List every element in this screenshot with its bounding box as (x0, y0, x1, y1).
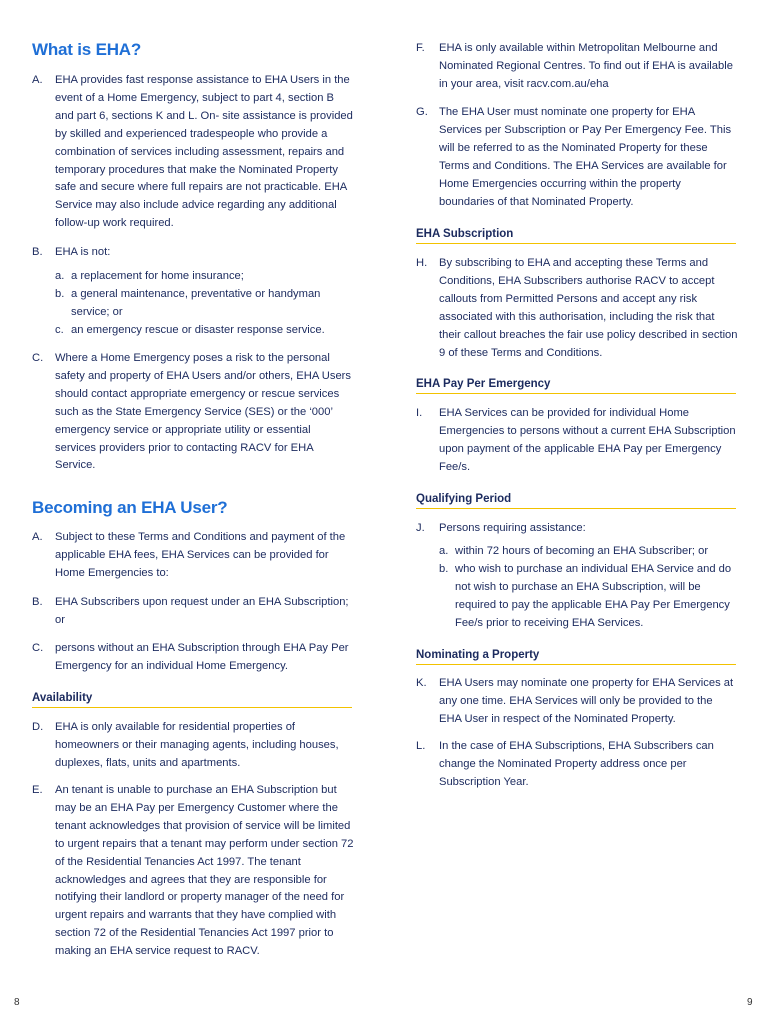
subclause-letter: b. (439, 563, 449, 575)
subclause-c (55, 322, 354, 340)
clause-f (416, 40, 738, 94)
subclause-letter: b. (55, 288, 65, 300)
subclause-letter: c. (55, 324, 64, 336)
subclause-text: a general maintenance, preventative or handyman service; or (71, 288, 321, 318)
subclause-a (55, 268, 354, 286)
clause-c-becoming (32, 640, 354, 676)
clause-letter: D. (32, 721, 44, 733)
clause-c-what (32, 350, 354, 475)
clause-i (416, 405, 738, 477)
clause-text: EHA is only available within Metropolitan Melbourne and Nominated Regional Centres. To find out if EHA is available in your area, visit racv.com.au/eha (439, 42, 733, 90)
subclause-j-a (439, 543, 738, 561)
clause-text: EHA is not: (55, 246, 111, 258)
clause-k (416, 675, 738, 729)
clause-g (416, 104, 738, 211)
clause-text: EHA Services can be provided for individual Home Emergencies to persons without a current EHA Subscription upon payment of the applicable EHA Pay per Emergency Fee/s. (439, 407, 736, 473)
subclause-b (55, 286, 354, 322)
heading-availability: Availability (32, 692, 352, 708)
heading-eha-subscription: EHA Subscription (416, 228, 736, 244)
clause-letter: A. (32, 74, 43, 86)
clause-letter: E. (32, 784, 43, 796)
subclause-letter: a. (439, 545, 449, 557)
heading-nominating-property: Nominating a Property (416, 649, 736, 665)
clause-letter: B. (32, 596, 43, 608)
clause-text: In the case of EHA Subscriptions, EHA Subscribers can change the Nominated Property address once per Subscription Year. (439, 740, 714, 788)
clause-text: EHA is only available for residential properties of homeowners or their managing agents, including houses, duplexes, flats, units and apartments. (55, 721, 339, 769)
heading-eha-pay-per-emergency: EHA Pay Per Emergency (416, 378, 736, 394)
clause-text: The EHA User must nominate one property for EHA Services per Subscription or Pay Per Emergency Fee. This will be referred to as the Nominated Property for these Terms and Conditions. The EHA Services are available for Home Emergencies occurring within the property boundaries of that Nominated Property. (439, 106, 732, 208)
clause-letter: C. (32, 352, 44, 364)
clause-letter: K. (416, 677, 427, 689)
subclause-text: within 72 hours of becoming an EHA Subscriber; or (455, 545, 709, 557)
clause-text: EHA Subscribers upon request under an EHA Subscription; or (55, 596, 349, 626)
clause-e (32, 782, 354, 961)
clause-text: Persons requiring assistance: (439, 522, 586, 534)
clause-text: Subject to these Terms and Conditions and payment of the applicable EHA fees, EHA Services can be provided for Home Emergencies to: (55, 531, 346, 579)
subclause-text: who wish to purchase an individual EHA Service and do not wish to purchase an EHA Subscription, will be required to pay the applicable EHA Pay Per Emergency Fee/s prior to receiving EHA Services. (455, 563, 732, 629)
clause-text: Where a Home Emergency poses a risk to the personal safety and property of EHA Users and/or others, EHA Users should contact appropriate emergency or rescue services such as the State Emergency Service (SES) or the ‘000’ emergency service or appropriate utility or essential services providers prior to contacting RACV for EHA Service. (55, 352, 351, 472)
clause-letter: J. (416, 522, 425, 534)
subclause-text: a replacement for home insurance; (71, 270, 244, 282)
page-number-right: 9 (747, 997, 753, 1008)
clause-letter: B. (32, 246, 43, 258)
clause-l (416, 738, 738, 792)
clause-text: An tenant is unable to purchase an EHA Subscription but may be an EHA Pay per Emergency Customer where the tenant acknowledges that provision of service will be limited to urgent repairs that a tenant may perform under section 72 of the Residential Tenancies Act 1997. The tenant acknowledges and agrees that they are responsible for notifying their landlord or property manager of the need for urgent repairs and warrants that they have complied with section 72 of the Residential Tenancies Act 1997 prior to making an EHA service request to RACV. (55, 784, 354, 958)
page-number-left: 8 (14, 997, 20, 1008)
clause-letter: F. (416, 42, 425, 54)
clause-b-becoming (32, 594, 354, 630)
subclause-letter: a. (55, 270, 65, 282)
clause-text: EHA provides fast response assistance to EHA Users in the event of a Home Emergency, subject to part 4, section B and part 6, sections K and L. On- site assistance is provided by skilled and experienced tradespeople who provide a combination of services including assessment, repairs and temporary procedures that make the Nominated Property safe and secure where full repairs are not practicable. EHA Service may also include advice regarding any additional follow-up work required. (55, 74, 353, 230)
clause-letter: A. (32, 531, 43, 543)
clause-letter: G. (416, 106, 428, 118)
clause-letter: L. (416, 740, 426, 752)
heading-becoming-eha-user: Becoming an EHA User? (32, 498, 228, 517)
subclause-j-b (439, 561, 738, 633)
clause-text: By subscribing to EHA and accepting these Terms and Conditions, EHA Subscribers authorise RACV to accept callouts from Permitted Persons and accept any risk associated with this authorisation, including the risk that their callout breaches the fair use policy described in section 9 of these Terms and Conditions. (439, 257, 738, 359)
clause-j (416, 520, 738, 538)
clause-h (416, 255, 738, 362)
clause-text: persons without an EHA Subscription through EHA Pay Per Emergency for an individual Home Emergency. (55, 642, 349, 672)
clause-a-what (32, 72, 354, 233)
clause-letter: C. (32, 642, 44, 654)
heading-qualifying-period: Qualifying Period (416, 493, 736, 509)
clause-letter: H. (416, 257, 428, 269)
clause-d (32, 719, 354, 773)
clause-a-becoming (32, 529, 354, 583)
clause-b-what (32, 244, 354, 262)
clause-text: EHA Users may nominate one property for EHA Services at any one time. EHA Services will only be provided to the EHA User in respect of the Nominated Property. (439, 677, 734, 725)
clause-letter: I. (416, 407, 423, 419)
heading-what-is-eha: What is EHA? (32, 40, 142, 59)
subclause-text: an emergency rescue or disaster response service. (71, 324, 325, 336)
